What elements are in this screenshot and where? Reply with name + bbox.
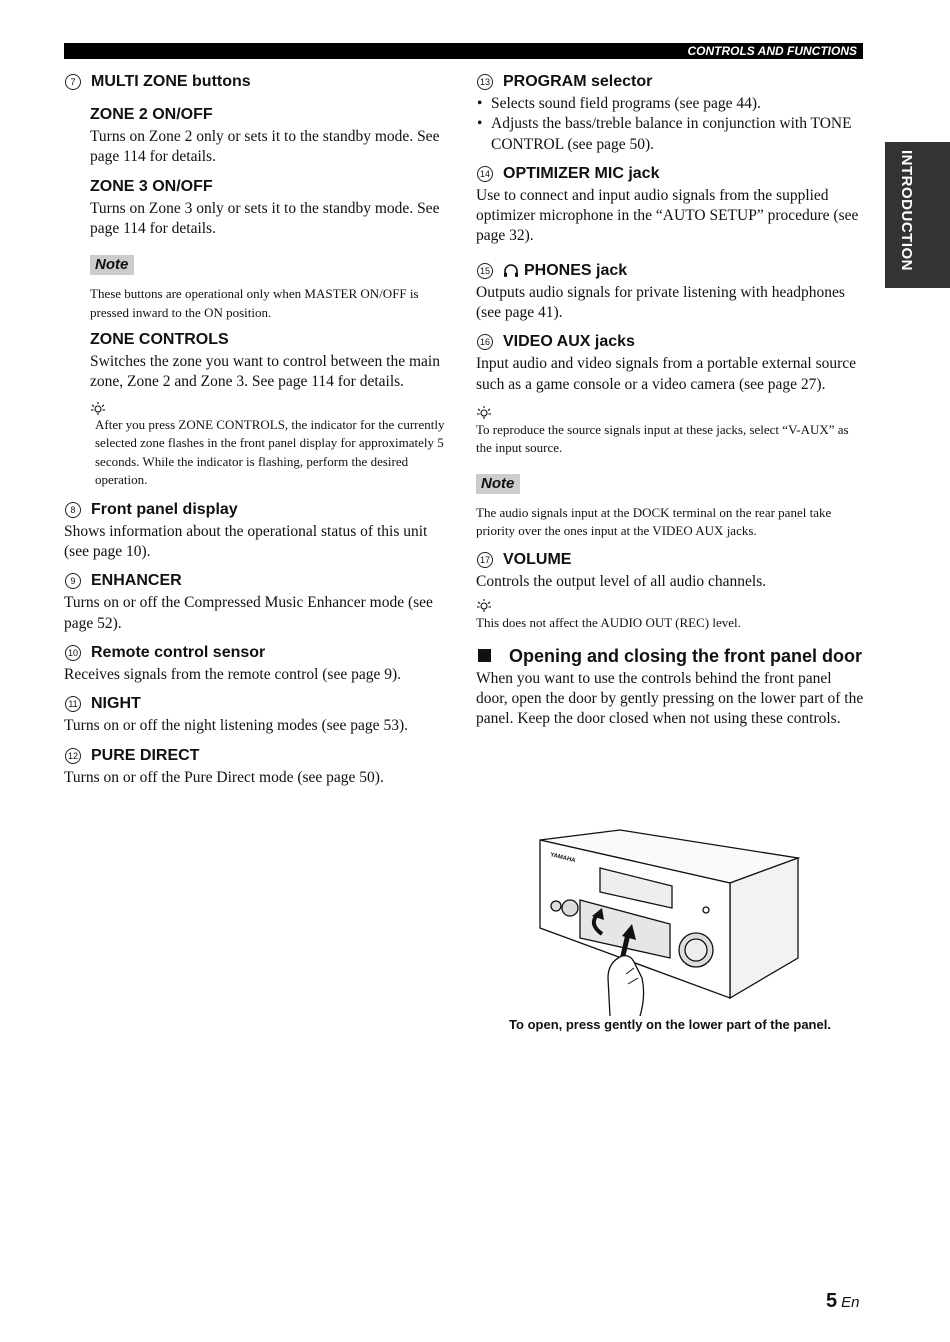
remote-text: Receives signals from the remote control (see page 9). [64, 665, 402, 683]
pure-direct-text: Turns on or off the Pure Direct mode (see page 50). [64, 768, 384, 786]
item-number: 15 [477, 263, 493, 279]
door-text: When you want to use the controls behind the front panel door, open the door by gently pressing on the lower part of the panel. Keep the door closed when not using these controls. [476, 669, 864, 728]
note-label: Note [476, 474, 520, 494]
page-number-value: 5 [826, 1290, 838, 1312]
item-title: PROGRAM selector [503, 73, 653, 90]
phones-heading [476, 261, 864, 281]
item-title: OPTIMIZER MIC jack [503, 164, 660, 182]
front-panel-text: Shows information about the operational status of this unit (see page 10). [64, 522, 428, 561]
zone3-heading: ZONE 3 ON/OFF [90, 177, 213, 195]
item-number: 17 [477, 552, 493, 568]
item-number: 13 [477, 74, 493, 90]
item-number: 14 [477, 166, 493, 182]
video-aux-text: Input audio and video signals from a portable external source such as a game console or a video camera (see page 27). [476, 355, 857, 393]
video-aux-note-text: The audio signals input at the DOCK terminal on the rear panel take priority over the ones input at the VIDEO AUX jacks. [476, 504, 832, 539]
door-section-heading [476, 645, 864, 667]
section-heading-text: Opening and closing the front panel door [509, 645, 862, 666]
item-title: MULTI ZONE buttons [91, 73, 251, 90]
note-label: Note [90, 255, 134, 275]
optimizer-heading [476, 164, 864, 184]
item-title: PHONES jack [524, 261, 628, 279]
zone3-text: Turns on Zone 3 only or sets it to the standby mode. See page 114 for details. [90, 199, 440, 237]
enhancer-heading [64, 571, 449, 591]
front-panel-door-illustration [530, 828, 800, 1018]
item-title: ENHANCER [91, 572, 182, 590]
item-number: 8 [65, 502, 81, 518]
header-bar [64, 43, 863, 59]
front-panel-heading [64, 500, 449, 520]
list-item: • Adjusts the bass/treble balance in conjunction with TONE CONTROL (see page 50). [476, 114, 864, 155]
night-heading [64, 694, 449, 714]
zone2-heading: ZONE 2 ON/OFF [90, 106, 213, 123]
section-title: CONTROLS AND FUNCTIONS [687, 44, 857, 58]
item-title: Remote control sensor [91, 643, 266, 661]
remote-heading [64, 643, 449, 663]
optimizer-text: Use to connect and input audio signals from the supplied optimizer microphone in the “AUTO SETUP” procedure (see page 32). [476, 186, 859, 245]
multi-zone-heading [64, 72, 449, 92]
page-number [826, 1290, 859, 1313]
night-text: Turns on or off the night listening modes (see page 53). [64, 717, 408, 735]
item-title: NIGHT [91, 695, 141, 713]
program-heading [476, 72, 864, 92]
program-bullets [476, 94, 864, 155]
side-tab [885, 142, 950, 288]
item-number: 12 [65, 748, 81, 764]
item-number: 7 [65, 74, 81, 90]
tip-icon [476, 598, 492, 612]
square-bullet-icon [478, 649, 491, 662]
tip-text: After you press ZONE CONTROLS, the indicator for the currently selected zone flashes in the front panel display for approximately 5 seconds. While the indicator is flashing, perform the desired operation. [95, 416, 445, 488]
phones-text: Outputs audio signals for private listening with headphones (see page 41). [476, 283, 845, 322]
item-number: 16 [477, 334, 493, 350]
zone2-text: Turns on Zone 2 only or sets it to the standby mode. See page 114 for details. [90, 128, 440, 166]
item-title: Front panel display [91, 500, 238, 518]
item-number: 11 [65, 696, 81, 712]
left-column [64, 72, 449, 788]
zone-controls-heading: ZONE CONTROLS [90, 331, 229, 349]
item-number: 10 [65, 645, 81, 661]
item-number: 9 [65, 573, 81, 589]
tip-icon [476, 405, 492, 419]
tip-icon [90, 401, 106, 415]
figure-caption: To open, press gently on the lower part of the panel. [509, 1017, 831, 1032]
enhancer-text: Turns on or off the Compressed Music Enhancer mode (see page 52). [64, 594, 433, 632]
item-title: VIDEO AUX jacks [503, 333, 635, 351]
page-lang: En [841, 1294, 860, 1311]
video-aux-tip-text: To reproduce the source signals input at these jacks, select “V-AUX” as the input source. [476, 421, 849, 456]
zone-controls-text: Switches the zone you want to control between the main zone, Zone 2 and Zone 3. See page 114 for details. [90, 353, 440, 391]
headphones-icon [503, 264, 519, 278]
volume-heading [476, 550, 864, 570]
item-title: PURE DIRECT [91, 746, 200, 764]
right-column [476, 72, 864, 730]
volume-text: Controls the output level of all audio channels. [476, 572, 767, 590]
brand-logo: YAMAHA [549, 852, 576, 865]
volume-tip-text: This does not affect the AUDIO OUT (REC) level. [476, 615, 741, 631]
pure-direct-heading [64, 746, 449, 766]
list-item: • Selects sound field programs (see page 44). [476, 94, 864, 114]
video-aux-heading [476, 332, 864, 352]
item-title: VOLUME [503, 550, 572, 568]
note-text: These buttons are operational only when MASTER ON/OFF is pressed inward to the ON position. [90, 286, 419, 320]
side-tab-label: INTRODUCTION [898, 150, 915, 271]
